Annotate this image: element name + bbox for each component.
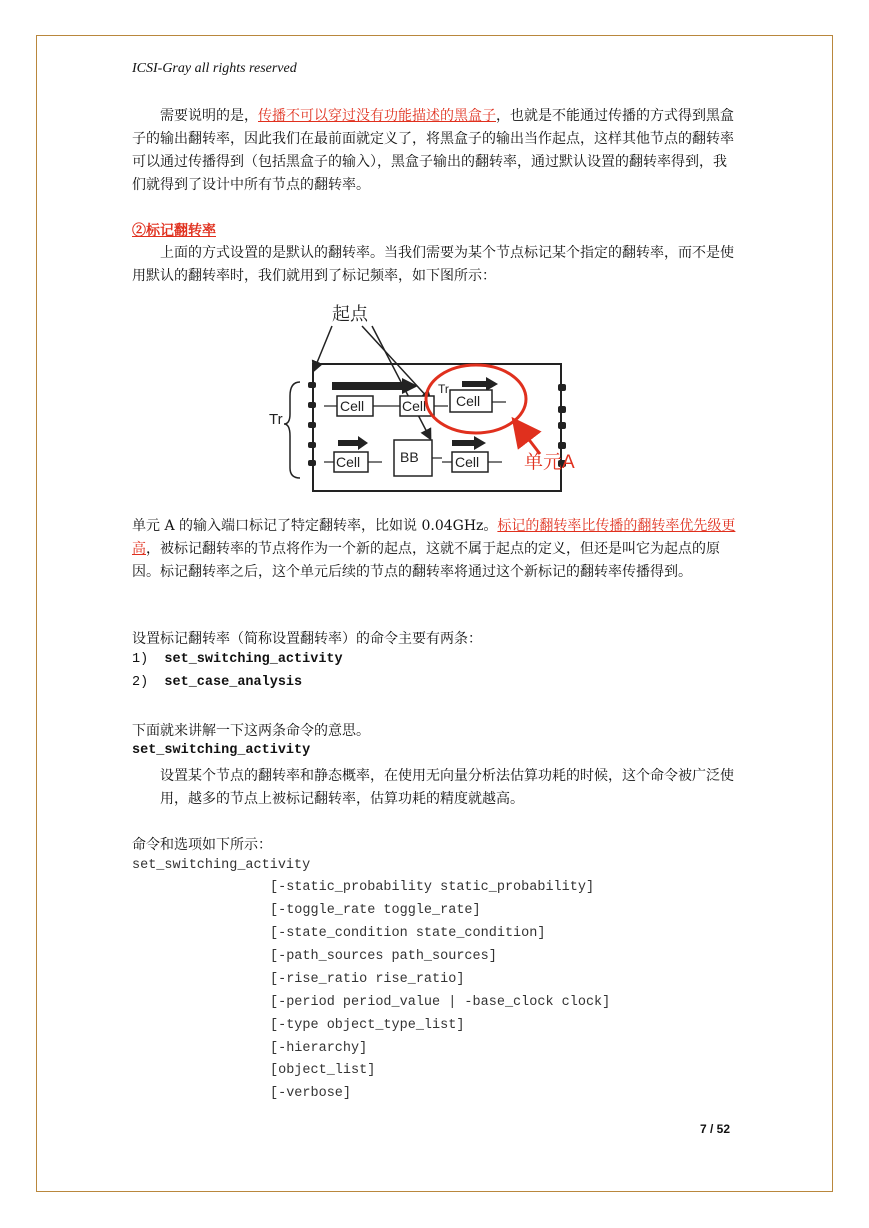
cell-1-label: Cell (340, 398, 365, 414)
paragraph-explain: 下面就来讲解一下这两条命令的意思。 (132, 723, 370, 739)
cell-4-label: Cell (336, 454, 361, 470)
para1-pre: 需要说明的是， (160, 108, 258, 124)
cell-3-label: Cell (456, 393, 481, 409)
cell-5-label: Cell (455, 454, 480, 470)
command-1-number: 1) (132, 652, 149, 667)
para3-pre: 单元 A 的输入端口标记了特定翻转率，比如说 0.04GHz。 (132, 518, 498, 534)
code-option: [object_list] (270, 1063, 376, 1078)
para3-post: ，被标记翻转率的节点将作为一个新的起点，这就不属于起点的定义，但还是叫它为起点的原因。标记翻转率之后，这个单元后续的节点的翻转率将通过这个新标记的翻转率传播得到。 (132, 541, 720, 580)
code-option: [-type object_type_list] (270, 1018, 465, 1033)
paragraph-black-box (132, 105, 738, 197)
command-list-item-1 (132, 652, 343, 667)
paragraph-annotation-intro: 上面的方式设置的是默认的翻转率。当我们需要为某个节点标记某个指定的翻转率，而不是使用默认的翻转率时，我们就用到了标记频率，如下图所示： (132, 245, 734, 284)
start-label: 起点 (332, 304, 368, 324)
command-heading: set_switching_activity (132, 743, 311, 758)
tr-label: Tr (269, 411, 283, 428)
section-title: ②标记翻转率 (132, 223, 216, 239)
paragraph-command-desc: 设置某个节点的翻转率和静态概率，在使用无向量分析法估算功耗的时候，这个命令被广泛使用，越多的节点上被标记翻转率，估算功耗的精度就越高。 (160, 768, 734, 807)
page-header: ICSI-Gray all rights reserved (132, 61, 297, 76)
code-option: [-path_sources path_sources] (270, 949, 497, 964)
cell-2-label: Cell (402, 398, 427, 414)
page-number: 7 / 52 (700, 1122, 731, 1136)
code-option: [-period period_value | -base_clock clock] (270, 995, 611, 1010)
code-option: [-hierarchy] (270, 1041, 368, 1056)
paragraph-options-intro: 命令和选项如下所示： (132, 837, 272, 853)
command-list-item-2 (132, 675, 302, 690)
command-2-number: 2) (132, 675, 149, 690)
code-option: [-verbose] (270, 1086, 352, 1101)
para3-highlight: 标记的翻转率比传播的翻转率优先级更高 (132, 518, 736, 557)
paragraph-unit-a (132, 515, 738, 584)
code-option: [-static_probability static_probability] (270, 880, 595, 895)
tr-small-label: Tr (438, 382, 449, 396)
unit-a-label: 单元A (524, 452, 575, 473)
command-1-name: set_switching_activity (164, 652, 343, 667)
code-option: [-state_condition state_condition] (270, 926, 546, 941)
command-2-name: set_case_analysis (164, 675, 303, 690)
para1-post: ，也就是不能通过传播的方式得到黑盒子的输出翻转率，因此我们在最前面就定义了，将黑盒子的输出当作起点，这样其他节点的翻转率可以通过传播得到（包括黑盒子的输入），黑盒子输出的翻转率，通过默认设置的翻转率得到，我们就得到了设计中所有节点的翻转率。 (132, 108, 734, 193)
annotation-figure (262, 296, 592, 496)
para1-highlight: 传播不可以穿过没有功能描述的黑盒子 (258, 108, 496, 124)
paragraph-commands-intro: 设置标记翻转率（简称设置翻转率）的命令主要有两条： (132, 631, 482, 647)
code-option: [-toggle_rate toggle_rate] (270, 903, 481, 918)
bb-label: BB (400, 449, 419, 465)
code-command: set_switching_activity (132, 858, 311, 873)
code-option: [-rise_ratio rise_ratio] (270, 972, 465, 987)
